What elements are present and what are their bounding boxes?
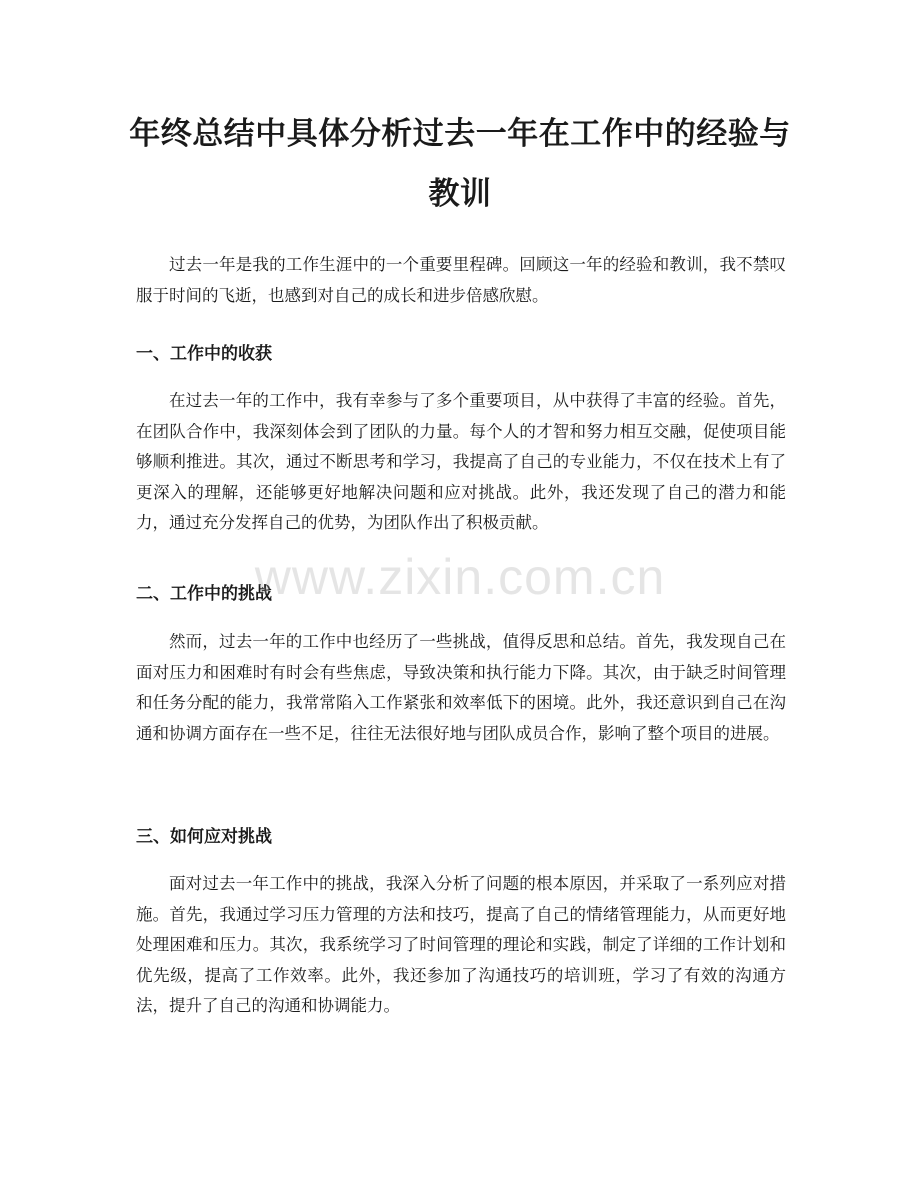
section-heading-response: 三、如何应对挑战	[136, 827, 272, 847]
section-heading-challenges: 二、工作中的挑战	[136, 584, 272, 604]
section-body-response: 面对过去一年工作中的挑战，我深入分析了问题的根本原因，并采取了一系列应对措施。首先，我通过学习压力管理的方法和技巧，提高了自己的情绪管理能力，从而更好地处理困难和压力。其次，我系统学习了时间管理的理论和实践，制定了详细的工作计划和优先级，提高了工作效率。此外，我还参加了沟通技巧的培训班，学习了有效的沟通方法，提升了自己的沟通和协调能力。	[136, 874, 786, 1016]
intro-paragraph: 过去一年是我的工作生涯中的一个重要里程碑。回顾这一年的经验和教训，我不禁叹服于时间的飞逝，也感到对自己的成长和进步倍感欣慰。	[136, 255, 786, 305]
section-body-challenges: 然而，过去一年的工作中也经历了一些挑战，值得反思和总结。首先，我发现自己在面对压力和困难时有时会有些焦虑，导致决策和执行能力下降。其次，由于缺乏时间管理和任务分配的能力，我常常陷入工作紧张和效率低下的困境。此外，我还意识到自己在沟通和协调方面存在一些不足，往往无法很好地与团队成员合作，影响了整个项目的进展。	[136, 632, 786, 743]
watermark-text: www.zixin.com.cn	[254, 549, 666, 605]
section-body-gains: 在过去一年的工作中，我有幸参与了多个重要项目，从中获得了丰富的经验。首先，在团队合作中，我深刻体会到了团队的力量。每个人的才智和努力相互交融，促使项目能够顺利推进。其次，通过不断思考和学习，我提高了自己的专业能力，不仅在技术上有了更深入的理解，还能够更好地解决问题和应对挑战。此外，我还发现了自己的潜力和能力，通过充分发挥自己的优势，为团队作出了积极贡献。	[136, 391, 786, 533]
section-heading-gains: 一、工作中的收获	[136, 344, 272, 364]
document-title: 年终总结中具体分析过去一年在工作中的经验与教训	[129, 116, 791, 212]
